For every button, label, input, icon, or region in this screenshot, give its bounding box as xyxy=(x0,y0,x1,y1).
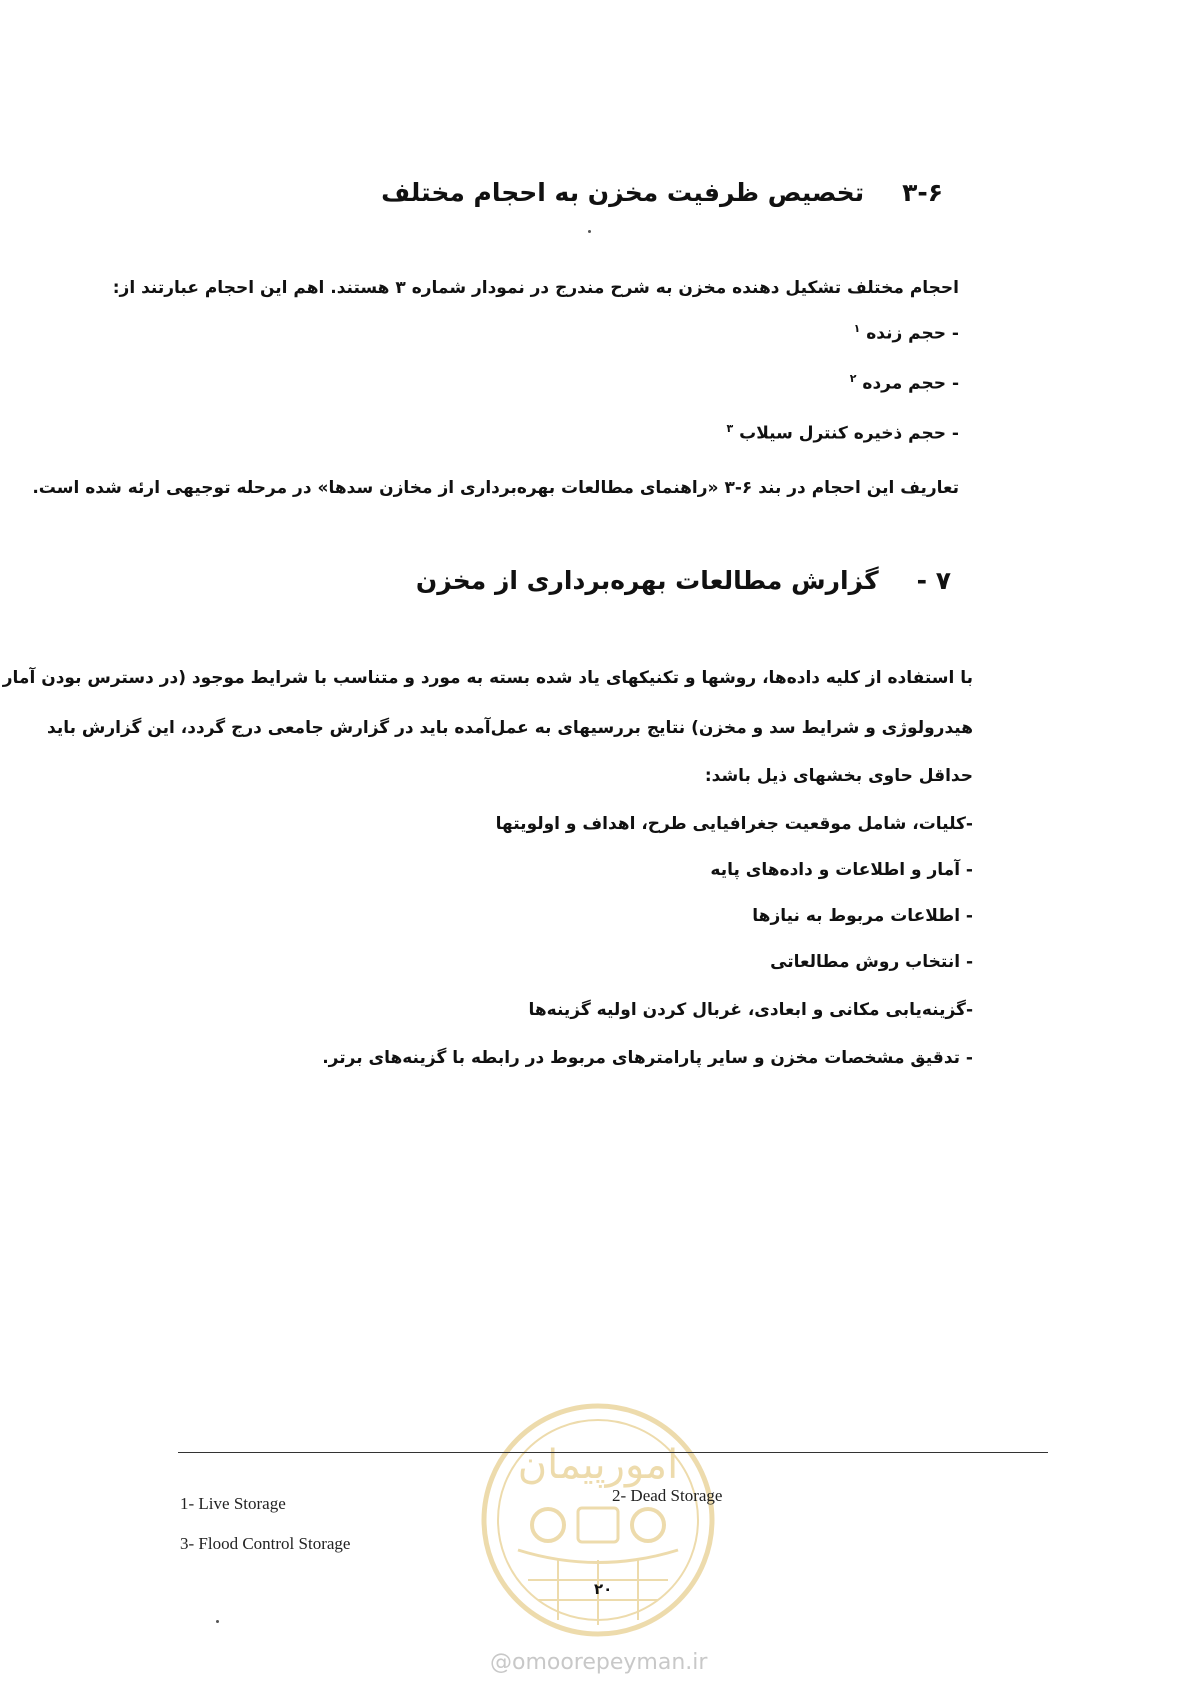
scan-speck xyxy=(588,230,591,233)
report-paragraph-line-1: با استفاده از کلیه داده‌ها، روشها و تکنیکهای یاد شده بسته به مورد و متناسب با شرایط موجود (در دسترس بودن آمار xyxy=(2,668,973,688)
footnote-1: 1- Live Storage xyxy=(180,1494,286,1513)
report-item-3: - اطلاعات مربوط به نیازها xyxy=(752,906,973,926)
section-title: گزارش مطالعات بهره‌برداری از مخزن xyxy=(415,566,879,595)
section-number: ۳-۶ xyxy=(902,178,943,207)
intro-paragraph: احجام مختلف تشکیل دهنده مخزن به شرح مندرج در نمودار شماره ۳ هستند. اهم این احجام عبارتند از: xyxy=(112,278,959,298)
footnote-ref: ۲ xyxy=(849,372,857,385)
section-heading-3-6 xyxy=(243,178,943,207)
section-heading-7 xyxy=(251,566,951,595)
watermark-logo xyxy=(478,1400,718,1640)
report-item-2: - آمار و اطلاعات و داده‌های پایه xyxy=(710,860,973,880)
footnote-ref: ۱ xyxy=(853,322,861,335)
list-item-flood-storage xyxy=(727,422,959,444)
section-number: ۷ - xyxy=(916,566,951,595)
list-item-text: - حجم ذخیره کنترل سیلاب xyxy=(739,423,959,444)
watermark-logo-text: امورپیمان xyxy=(517,1442,679,1488)
section-title: تخصیص ظرفیت مخزن به احجام مختلف xyxy=(381,178,865,207)
list-item-text: - حجم زنده xyxy=(866,323,959,344)
report-paragraph-line-3: حداقل حاوی بخشهای ذیل باشد: xyxy=(704,766,973,786)
footnote-divider xyxy=(178,1452,1048,1453)
scan-speck xyxy=(216,1620,219,1623)
report-item-6: - تدقیق مشخصات مخزن و سایر پارامترهای مربوط در رابطه با گزینه‌های برتر. xyxy=(322,1048,973,1068)
page-number: ۲۰ xyxy=(594,1580,613,1598)
report-item-1: -کلیات، شامل موقعیت جغرافیایی طرح، اهداف و اولویتها xyxy=(495,814,973,834)
closing-paragraph: تعاریف این احجام در بند ۶-۳ «راهنمای مطالعات بهره‌برداری از مخازن سدها» در مرحله توجیهی ارئه شده است. xyxy=(32,478,959,498)
list-item-live-storage xyxy=(854,322,959,344)
footnote-ref: ۳ xyxy=(726,422,734,435)
report-item-4: - انتخاب روش مطالعاتی xyxy=(770,952,973,972)
footnote-2: 2- Dead Storage xyxy=(612,1486,723,1505)
report-item-5: -گزینه‌یابی مکانی و ابعادی، غربال کردن اولیه گزینه‌ها xyxy=(528,1000,973,1020)
list-item-dead-storage xyxy=(850,372,959,394)
footnote-3: 3- Flood Control Storage xyxy=(180,1534,351,1553)
list-item-text: - حجم مرده xyxy=(862,373,959,394)
watermark-website: @omoorepeyman.ir xyxy=(490,1650,708,1675)
report-paragraph-line-2: هیدرولوژی و شرایط سد و مخزن) نتایج بررسیهای به عمل‌آمده باید در گزارش جامعی درج گردد، این گزارش باید xyxy=(47,718,973,738)
